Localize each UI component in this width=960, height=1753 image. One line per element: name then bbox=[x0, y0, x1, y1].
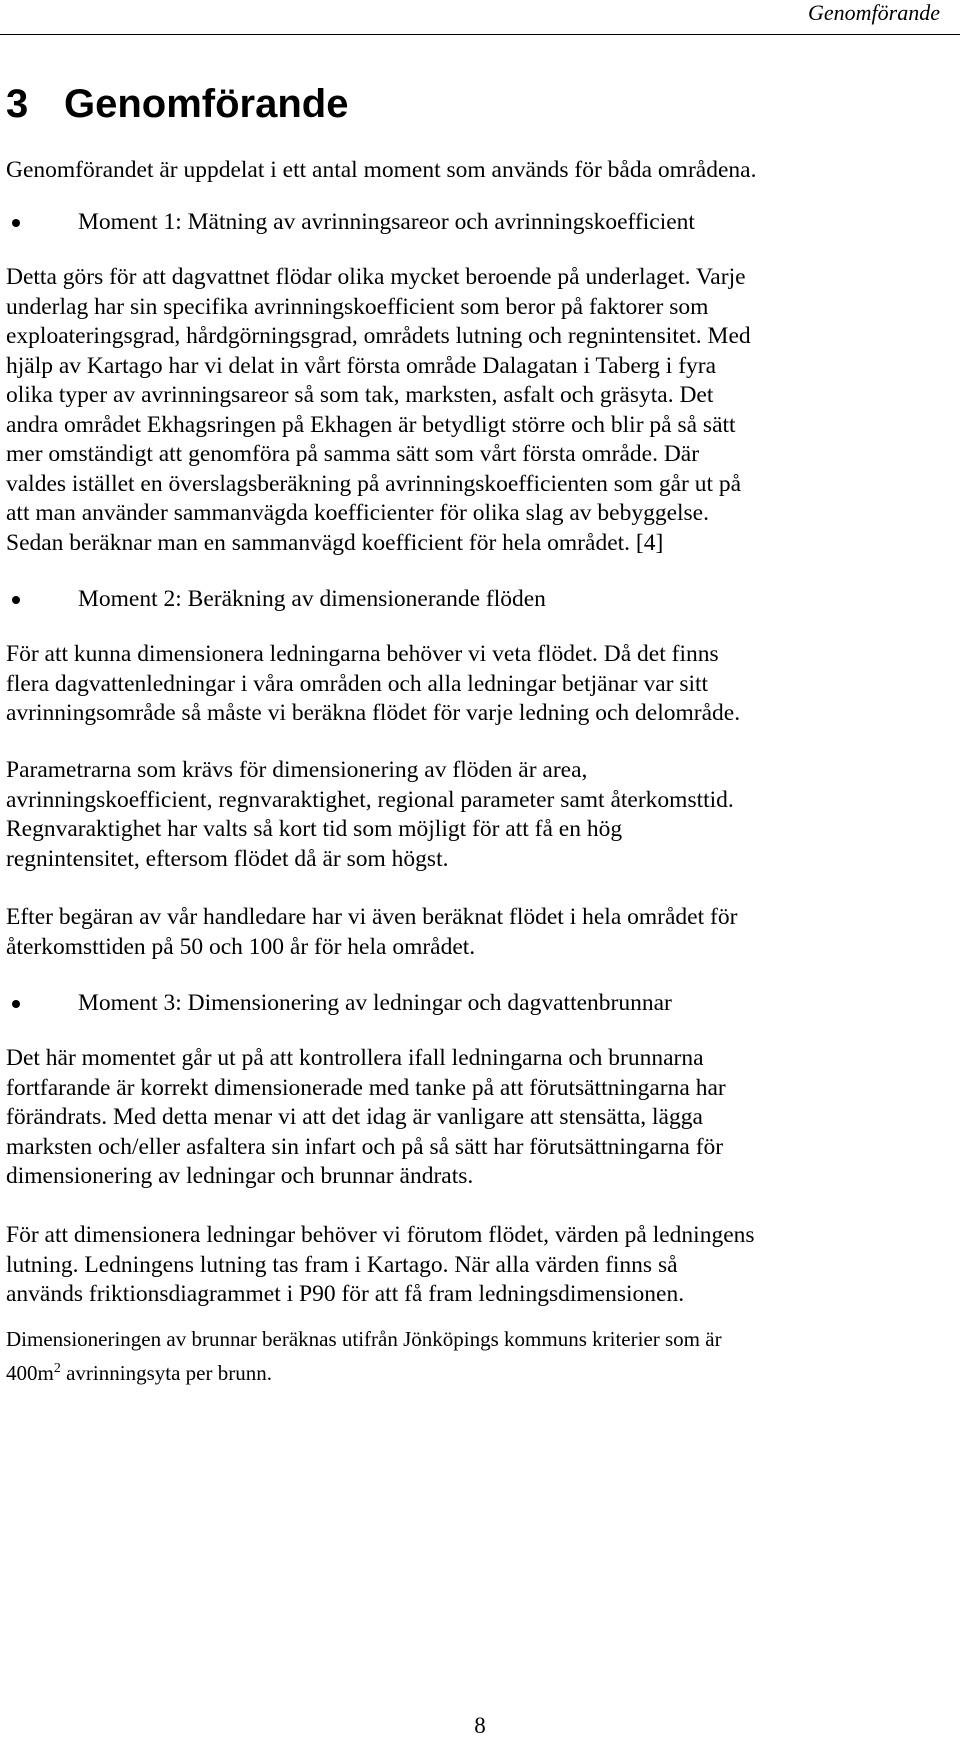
wells-line-2: avrinningsyta per brunn. bbox=[60, 1361, 272, 1385]
intro-paragraph: Genomförandet är uppdelat i ett antal moment som används för båda områdena. bbox=[6, 157, 757, 183]
bullet-moment-2-text: Moment 2: Beräkning av dimensionerande flöden bbox=[78, 586, 546, 612]
bullet-moment-3-text: Moment 3: Dimensionering av ledningar och dagvattenbrunnar bbox=[78, 990, 672, 1016]
section-heading bbox=[6, 78, 348, 130]
page-number: 8 bbox=[474, 1713, 486, 1738]
section-title: Genomförande bbox=[64, 82, 349, 126]
bullet-moment-3 bbox=[8, 988, 948, 1018]
bullet-icon bbox=[12, 596, 20, 604]
paragraph-control: Det här momentet går ut på att kontrollera ifall ledningarna och brunnarna fortfarande är korrekt dimensionerade med tanke på att förutsättningarna har förändrats. Med detta menar vi att det idag är vanligare att stensätta, lägga marksten och/eller asfaltera sin infart och på så sätt har förutsättningarna för dimensionering av ledningar och brunnar ändrats. bbox=[6, 1045, 726, 1189]
paragraph-parameters: Parametrarna som krävs för dimensionering av flöden är area, avrinningskoefficient, regnvaraktighet, regional parameter samt återkomsttid. Regnvaraktighet har valts så kort tid som möjligt för att få en hög regnintensitet, eftersom flödet då är som högst. bbox=[6, 757, 734, 872]
paragraph-moment-1: Detta görs för att dagvattnet flödar olika mycket beroende på underlaget. Varje underlag har sin specifika avrinningskoefficient som beror på faktorer som exploateringsgrad, hårdgörningsgrad, områdets lutning och regnintensitet. Med hjälp av Kartago har vi delat in vårt första område Dalagatan i Taberg i fyra olika typer av avrinningsareor så som tak, marksten, asfalt och gräsyta. Det andra området Ekhagsringen på Ekhagen är betydligt större och blir på så sätt mer omständigt att genomföra på samma sätt som vårt första område. Där valdes istället en överslagsberäkning på avrinningskoefficienten som går ut på att man använder sammanvägda koefficienter för olika slag av bebyggelse. Sedan beräknar man en sammanvägd koefficient för hela området. [4] bbox=[6, 264, 751, 556]
paragraph-slope: För att dimensionera ledningar behöver vi förutom flödet, värden på ledningens lutning. Ledningens lutning tas fram i Kartago. När alla värden finns så används friktionsdiagrammet i P90 för att få fram ledningsdimensionen. bbox=[6, 1222, 755, 1307]
wells-area: 400m bbox=[6, 1361, 54, 1385]
bullet-moment-1 bbox=[8, 207, 948, 237]
paragraph-flow-need: För att kunna dimensionera ledningarna behöver vi veta flödet. Då det finns flera dagvattenledningar i våra områden och alla ledningar betjänar var sitt avrinningsområde så måste vi beräkna flödet för varje ledning och delområde. bbox=[6, 641, 741, 726]
paragraph-return-period: Efter begäran av vår handledare har vi även beräknat flödet i hela området för återkomsttiden på 50 och 100 år för hela området. bbox=[6, 904, 738, 960]
paragraph-wells bbox=[6, 1325, 954, 1388]
section-number: 3 bbox=[6, 82, 29, 126]
wells-area-exponent: 2 bbox=[53, 1361, 61, 1376]
bullet-moment-2 bbox=[8, 584, 948, 614]
bullet-icon bbox=[12, 219, 20, 227]
wells-line-1: Dimensioneringen av brunnar beräknas utifrån Jönköpings kommuns kriterier som är bbox=[6, 1327, 722, 1351]
running-header bbox=[0, 0, 960, 35]
bullet-icon bbox=[12, 1000, 20, 1008]
bullet-moment-1-text: Moment 1: Mätning av avrinningsareor och avrinningskoefficient bbox=[78, 209, 695, 235]
running-header-title: Genomförande bbox=[808, 0, 940, 25]
